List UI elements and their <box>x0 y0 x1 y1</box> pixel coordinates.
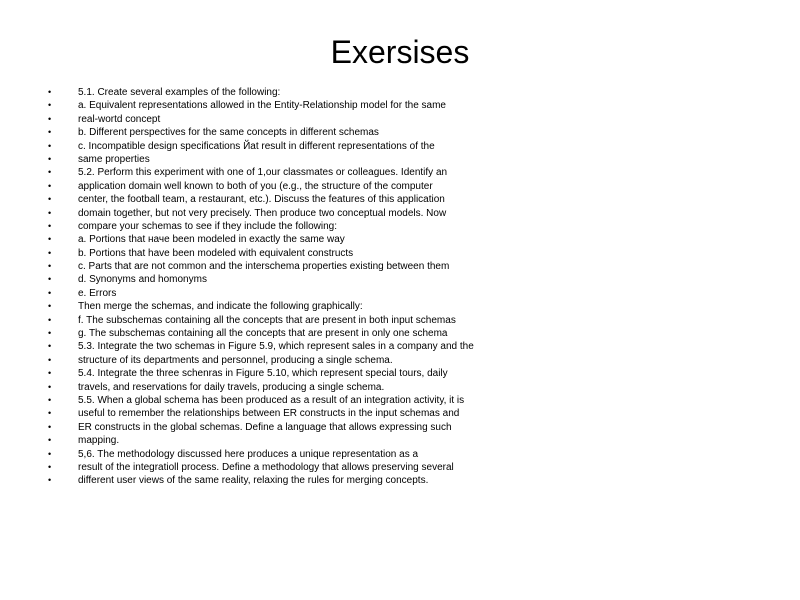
bullet-text: f. The subschemas containing all the concepts that are present in both input schemas <box>78 314 456 326</box>
bullet-text: mapping. <box>78 435 120 447</box>
bullet-text: e. Errors <box>78 287 117 299</box>
bullet-line <box>48 99 568 112</box>
bullet-text: b. Different perspectives for the same concepts in different schemas <box>78 127 379 139</box>
bullet-text: 5.3. Integrate the two schemas in Figure 5.9, which represent sales in a company and the <box>78 341 474 353</box>
bullet-dot-icon: • <box>48 207 52 218</box>
bullet-line <box>48 327 568 340</box>
bullet-line <box>48 461 568 474</box>
bullet-dot-icon: • <box>48 274 52 285</box>
bullet-text: 5.2. Perform this experiment with one of 1,our classmates or colleagues. Identify an <box>78 167 448 179</box>
bullet-line <box>48 153 568 166</box>
bullet-text: compare your schemas to see if they include the following: <box>78 220 338 232</box>
bullet-dot-icon: • <box>48 113 52 124</box>
bullet-dot-icon: • <box>48 287 52 298</box>
bullet-line <box>48 354 568 367</box>
bullet-text: structure of its departments and personnel, producing a single schema. <box>78 354 393 366</box>
bullet-dot-icon: • <box>48 140 52 151</box>
bullet-text: travels, and reservations for daily travels, producing a single schema. <box>78 381 385 393</box>
bullet-dot-icon: • <box>48 247 52 258</box>
bullet-line <box>48 448 568 461</box>
bullet-line <box>48 260 568 273</box>
bullet-text: result of the integratioll process. Define a methodology that allows preserving several <box>78 461 454 473</box>
bullet-dot-icon: • <box>48 328 52 339</box>
bullet-dot-icon: • <box>48 314 52 325</box>
bullet-text: ER constructs in the global schemas. Define a language that allows expressing such <box>78 421 452 433</box>
bullet-text: c. Parts that are not common and the interschema properties existing between them <box>78 261 450 273</box>
bullet-text: 5.5. When a global schema has been produced as a result of an integration activity, it is <box>78 394 465 406</box>
bullet-dot-icon: • <box>48 381 52 392</box>
bullet-line <box>48 207 568 220</box>
bullet-dot-icon: • <box>48 301 52 312</box>
bullet-line <box>48 247 568 260</box>
bullet-line <box>48 220 568 233</box>
bullet-text: Then merge the schemas, and indicate the following graphically: <box>78 301 363 313</box>
bullet-line <box>48 86 568 99</box>
bullet-dot-icon: • <box>48 394 52 405</box>
bullet-dot-icon: • <box>48 408 52 419</box>
bullet-line <box>48 407 568 420</box>
bullet-text: center, the football team, a restaurant, etc.). Discuss the features of this application <box>78 194 445 206</box>
bullet-line <box>48 340 568 353</box>
bullet-text: a. Equivalent representations allowed in the Entity-Relationship model for the same <box>78 100 446 112</box>
bullet-text: different user views of the same reality, relaxing the rules for merging concepts. <box>78 475 429 487</box>
bullet-line <box>48 421 568 434</box>
bullet-line <box>48 314 568 327</box>
bullet-dot-icon: • <box>48 475 52 486</box>
bullet-dot-icon: • <box>48 435 52 446</box>
bullet-dot-icon: • <box>48 234 52 245</box>
bullet-dot-icon: • <box>48 194 52 205</box>
bullet-line <box>48 126 568 139</box>
bullet-text: g. The subschemas containing all the concepts that are present in only one schema <box>78 328 448 340</box>
bullet-line <box>48 233 568 246</box>
bullet-text: c. Incompatible design specifications Йat result in different representations of the <box>78 140 435 152</box>
bullet-line <box>48 474 568 487</box>
bullet-line <box>48 381 568 394</box>
bullet-line <box>48 140 568 153</box>
bullet-text: same properties <box>78 153 150 165</box>
bullet-line <box>48 113 568 126</box>
bullet-dot-icon: • <box>48 127 52 138</box>
bullet-dot-icon: • <box>48 461 52 472</box>
bullet-text: 5,6. The methodology discussed here produces a unique representation as a <box>78 448 419 460</box>
bullet-dot-icon: • <box>48 421 52 432</box>
bullet-text: a. Portions that наче been modeled in exactly the same way <box>78 234 345 246</box>
bullet-text: b. Portions that have been modeled with equivalent constructs <box>78 247 354 259</box>
bullet-text: domain together, but not very precisely. Then produce two conceptual models. Now <box>78 207 447 219</box>
slide-title: Exersises <box>330 34 470 70</box>
bullet-dot-icon: • <box>48 354 52 365</box>
bullet-dot-icon: • <box>48 180 52 191</box>
bullet-text: useful to remember the relationships between ER constructs in the input schemas and <box>78 408 460 420</box>
bullet-line <box>48 273 568 286</box>
bullet-text: 5.4. Integrate the three schenras in Figure 5.10, which represent special tours, daily <box>78 368 448 380</box>
bullet-dot-icon: • <box>48 220 52 231</box>
bullet-list <box>48 86 568 488</box>
bullet-line <box>48 166 568 179</box>
bullet-line <box>48 394 568 407</box>
bullet-dot-icon: • <box>48 153 52 164</box>
bullet-dot-icon: • <box>48 100 52 111</box>
bullet-dot-icon: • <box>48 341 52 352</box>
bullet-dot-icon: • <box>48 87 52 97</box>
bullet-text: d. Synonyms and homonyms <box>78 274 207 286</box>
bullet-line <box>48 434 568 447</box>
bullet-line <box>48 193 568 206</box>
bullet-line <box>48 287 568 300</box>
bullet-text: real-wortd concept <box>78 113 161 125</box>
bullet-text: application domain well known to both of you (e.g., the structure of the computer <box>78 180 433 192</box>
bullet-dot-icon: • <box>48 368 52 379</box>
bullet-dot-icon: • <box>48 448 52 459</box>
bullet-dot-icon: • <box>48 261 52 272</box>
bullet-line <box>48 180 568 193</box>
bullet-line <box>48 367 568 380</box>
bullet-dot-icon: • <box>48 167 52 178</box>
bullet-line <box>48 300 568 313</box>
bullet-text: 5.1. Create several examples of the following: <box>78 87 281 98</box>
